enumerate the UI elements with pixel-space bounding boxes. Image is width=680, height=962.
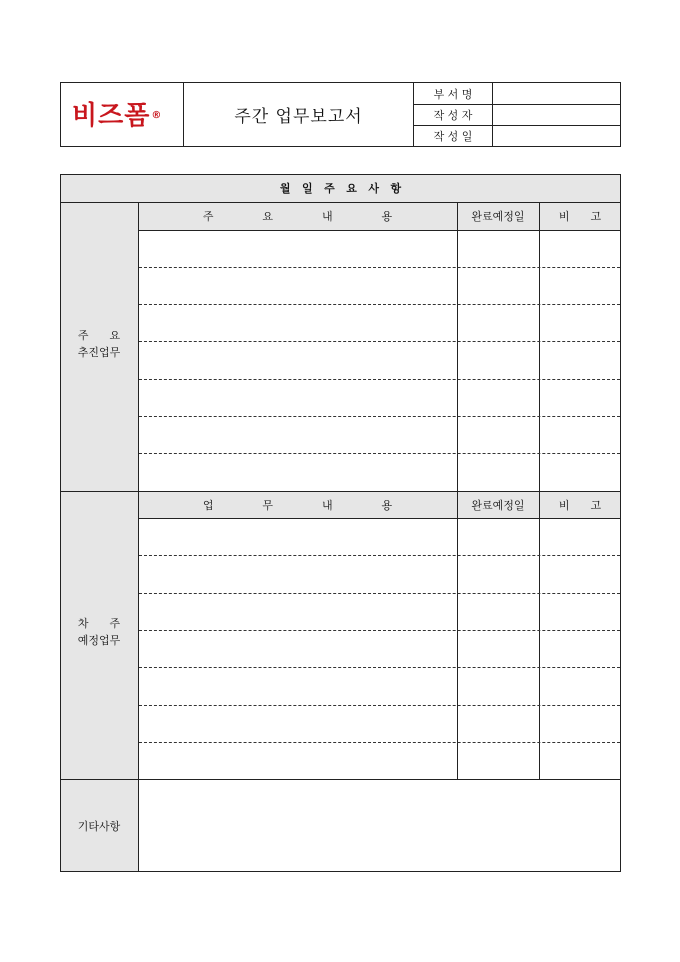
entry-row-divider	[139, 630, 620, 631]
row-divider	[138, 230, 621, 231]
label-date: 작 성 일	[433, 129, 473, 143]
main-tasks-label-line2: 추진업무	[77, 346, 121, 359]
entry-row-divider	[139, 667, 620, 668]
column-divider	[138, 202, 139, 872]
entry-row-divider	[139, 705, 620, 706]
main-table	[60, 174, 621, 872]
department-field[interactable]	[493, 83, 620, 104]
entry-row-divider	[139, 416, 620, 417]
main-content-header: 주 요 내 용	[202, 210, 393, 223]
next-content-header: 업 무 내 용	[202, 498, 393, 512]
row-divider	[138, 518, 621, 519]
entry-row-divider	[139, 304, 620, 305]
main-tasks-label-line1: 주 요	[77, 329, 121, 342]
next-note-header: 비 고	[558, 498, 602, 512]
entry-row-divider	[139, 742, 620, 743]
date-field[interactable]	[493, 125, 620, 146]
brand-logo	[72, 96, 162, 130]
label-author: 작 성 자	[433, 108, 473, 122]
author-field[interactable]	[493, 104, 620, 125]
other-notes-field[interactable]	[139, 780, 620, 871]
entry-row-divider	[139, 379, 620, 380]
entry-row-divider	[139, 267, 620, 268]
entry-row-divider	[139, 453, 620, 454]
next-week-label-line1: 차 주	[77, 617, 121, 630]
next-week-label-line2: 예정업무	[77, 634, 121, 647]
entry-row-divider	[139, 555, 620, 556]
main-note-header: 비 고	[558, 210, 602, 223]
registered-mark: ®	[151, 109, 163, 121]
label-department: 부 서 명	[433, 87, 473, 101]
section-title: 월 일 주 요 사 항	[279, 182, 402, 195]
main-tasks-label	[60, 327, 138, 363]
next-due-header: 완료예정일	[471, 498, 525, 512]
entry-row-divider	[139, 593, 620, 594]
other-notes-label: 기타사항	[77, 819, 121, 833]
entry-row-divider	[139, 341, 620, 342]
logo-text: 비즈폼	[72, 100, 151, 131]
next-week-label	[60, 615, 138, 651]
document-title: 주간 업무보고서	[234, 107, 363, 127]
main-due-header: 완료예정일	[471, 210, 525, 223]
